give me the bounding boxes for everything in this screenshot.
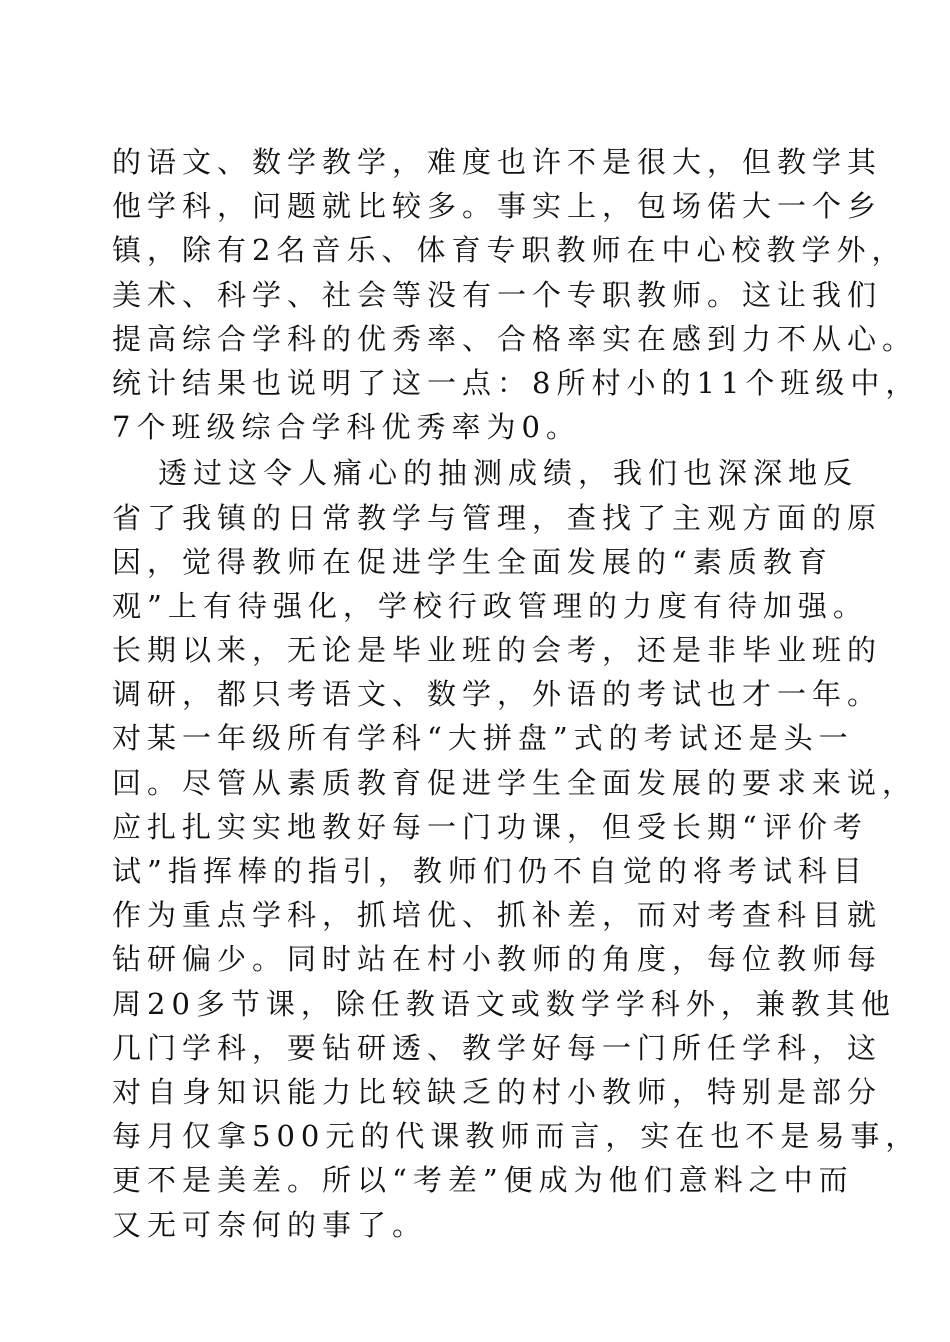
text-line: 因，觉得教师在促进学生全面发展的“素质教育 — [112, 544, 833, 579]
text-line: 每月仅拿500元的代课教师而言，实在也不是易事， — [112, 1119, 921, 1154]
paragraph-1 — [112, 140, 921, 449]
text-line: 调研，都只考语文、数学，外语的考试也才一年。 — [112, 677, 883, 712]
text-line: 周20多节课，除任教语文或数学学科外，兼教其他 — [112, 986, 896, 1021]
text-line: 他学科，问题就比较多。事实上，包场偌大一个乡 — [112, 189, 883, 224]
text-line: 美术、科学、社会等没有一个专职教师。这让我们 — [112, 277, 883, 312]
document-body — [112, 140, 921, 1247]
text-line: 钻研偏少。同时站在村小教师的角度，每位教师每 — [112, 942, 883, 977]
text-line: 7个班级综合学科优秀率为0。 — [112, 410, 581, 445]
text-line: 应扎扎实实地教好每一门功课，但受长期“评价考 — [112, 809, 868, 844]
text-line: 的语文、数学教学，难度也许不是很大，但教学其 — [112, 145, 883, 179]
text-line: 试”指挥棒的指引，教师们仍不自觉的将考试科目 — [112, 854, 868, 888]
text-line-first: 透过这令人痛心的抽测成绩，我们也深深地反 — [158, 456, 859, 491]
text-line: 作为重点学科，抓培优、抓补差，而对考查科目就 — [112, 898, 883, 933]
paragraph-2 — [112, 451, 921, 1246]
text-line: 对某一年级所有学科“大拼盘”式的考试还是头一 — [112, 721, 854, 756]
text-line: 省了我镇的日常教学与管理，查找了主观方面的原 — [112, 500, 883, 535]
text-line: 镇，除有2名音乐、体育专职教师在中心校教学外， — [112, 233, 907, 268]
text-line: 提高综合学科的优秀率、合格率实在感到力不从心。 — [112, 321, 918, 356]
text-line: 长期以来，无论是毕业班的会考，还是非毕业班的 — [112, 633, 883, 668]
text-line: 对自身知识能力比较缺乏的村小教师，特别是部分 — [112, 1074, 883, 1109]
text-line: 又无可奈何的事了。 — [112, 1207, 428, 1242]
text-line: 回。尽管从素质教育促进学生全面发展的要求来说， — [112, 765, 918, 800]
text-line: 观”上有待强化，学校行政管理的力度有待加强。 — [112, 588, 868, 623]
text-line: 几门学科，要钻研透、教学好每一门所任学科，这 — [112, 1030, 883, 1065]
text-line: 更不是美差。所以“考差”便成为他们意料之中而 — [112, 1163, 854, 1198]
text-line: 统计结果也说明了这一点：8所村小的11个班级中， — [112, 365, 921, 400]
